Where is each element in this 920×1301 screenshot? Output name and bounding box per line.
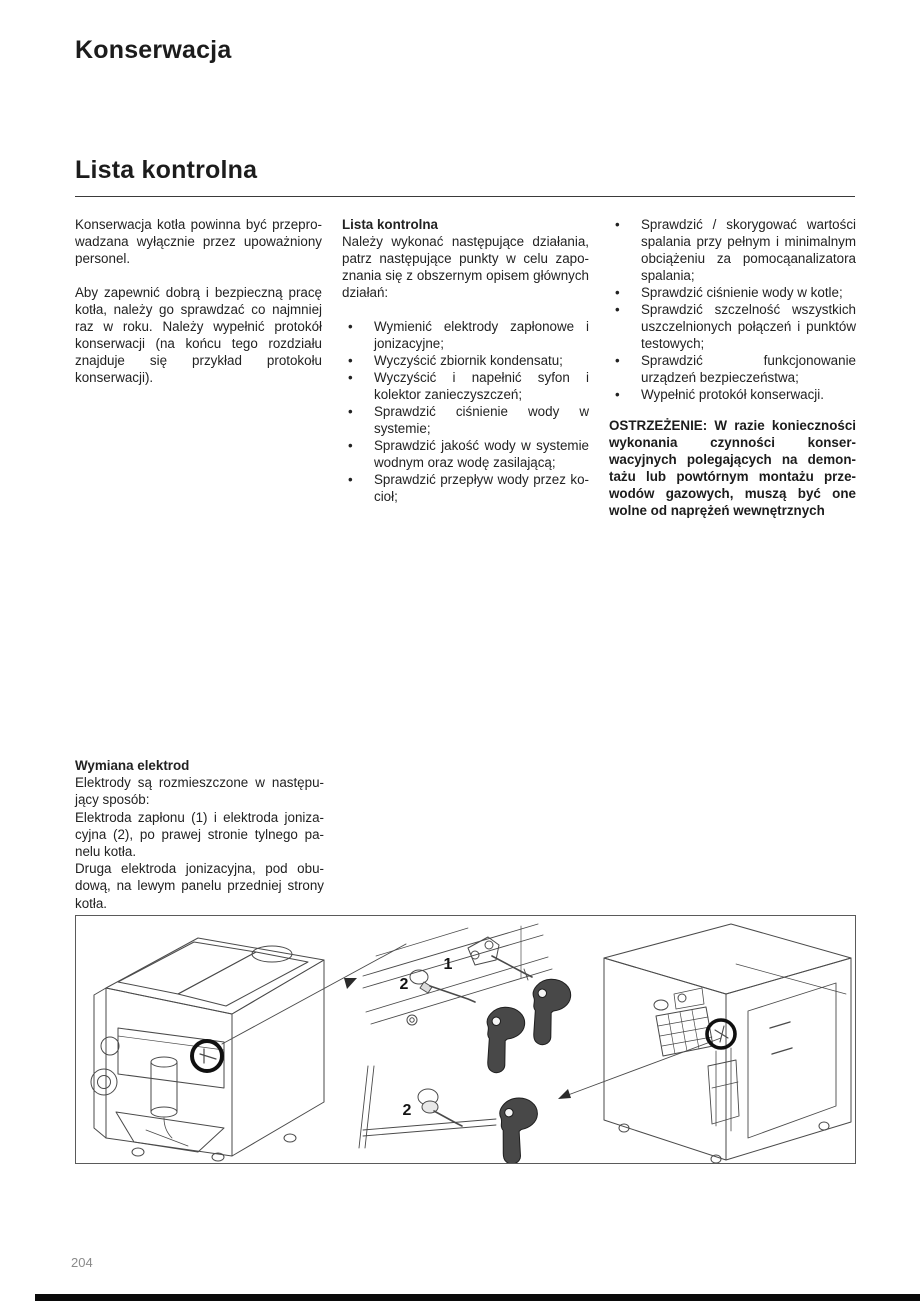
front-ionization-electrode-label: 2: [402, 1102, 412, 1119]
list-item: • Wypełnić protokół konserwacji.: [609, 386, 856, 403]
ignition-electrode-label: 1: [443, 956, 453, 973]
page-edge-bar: [35, 1294, 920, 1301]
electrode-detail-bottom: [359, 1066, 496, 1148]
electrode-boot-icons: [480, 977, 572, 1163]
text-columns: [75, 216, 856, 519]
electrode-section-heading: Wymiana elektrod: [75, 758, 190, 773]
list-item: Druga elektroda jonizacyjna, pod obudową, na lewym panelu przedniej strony kotła.: [75, 861, 324, 911]
list-item: • Sprawdzić ciśnienie wody w systemie;: [342, 403, 589, 437]
boiler-technical-drawing: [76, 916, 855, 1163]
boiler-illustration-frame: [75, 915, 856, 1164]
list-item: • Sprawdzić / skorygować wartości spalania przy pełnym i minimalnym obciążeniu za pomocąanalizatora spalania;: [609, 216, 856, 284]
checklist-heading: Lista kontrolna: [342, 217, 438, 232]
front-boiler-illustration: [604, 924, 851, 1163]
detail-leader-arrow-top: [222, 944, 406, 1044]
list-item: • Sprawdzić jakość wody w systemie wodnym oraz wodę zasilającą;: [342, 437, 589, 471]
column-checklist: [342, 216, 589, 519]
rear-boiler-illustration: [91, 938, 324, 1161]
checklist-intro: Należy wykonać następujące działania, patrz następujące punkty w celu zapoznania się z obszernym opisem głównych działań:: [342, 234, 589, 300]
section-divider: [75, 196, 855, 197]
column-intro: [75, 216, 322, 519]
list-item: • Wyczyścić zbiornik kondensatu;: [342, 352, 589, 369]
checklist-items: [342, 318, 589, 505]
section-title: Lista kontrolna: [75, 156, 258, 184]
electrode-detail-top: [363, 924, 552, 1025]
electrode-section-body: [75, 774, 324, 912]
list-item: • Sprawdzić ciśnienie wody w kotle;: [609, 284, 856, 301]
warning-text: OSTRZEŻENIE: W razie konieczności wykonania czynności konserwacyjnych polegających na demontażu lub powtórnym montażu przewodów gazowych, muszą być one wolne od naprężeń wewnętrznych: [609, 418, 856, 518]
list-item: • Wyczyścić i napełnić syfon i kolektor zanieczyszczeń;: [342, 369, 589, 403]
intro-paragraph-2: Aby zapewnić dobrą i bezpieczną pracę kotła, należy go sprawdzać co najmniej raz w roku. Należy wypełnić protokół konserwacji (na końcu tego rozdziału znajduje się przykład protokołu konserwacji).: [75, 285, 322, 385]
page-number: 204: [71, 1255, 93, 1270]
list-item: • Wymienić elektrody zapłonowe i jonizacyjne;: [342, 318, 589, 352]
electrode-replacement-section: [75, 757, 324, 912]
list-item: Elektrody są rozmieszczone w następujący sposób:: [75, 775, 324, 808]
detail-leader-arrow-bottom: [558, 1038, 721, 1099]
intro-paragraph-1: Konserwacja kotła powinna być przeprowadzana wyłącznie przez upoważniony personel.: [75, 217, 322, 266]
page-title: Konserwacja: [75, 36, 232, 64]
checklist-items-continued: [609, 216, 856, 403]
column-checklist-continued: [609, 216, 856, 519]
list-item: • Sprawdzić szczelność wszystkich uszczelnionych połączeń i punktów testowych;: [609, 301, 856, 352]
ionization-electrode-label: 2: [399, 976, 409, 993]
list-item: Elektroda zapłonu (1) i elektroda jonizacyjna (2), po prawej stronie tylnego panelu kotła.: [75, 809, 324, 860]
list-item: • Sprawdzić funkcjonowanie urządzeń bezpieczeństwa;: [609, 352, 856, 386]
list-item: • Sprawdzić przepływ wody przez kocioł;: [342, 471, 589, 505]
